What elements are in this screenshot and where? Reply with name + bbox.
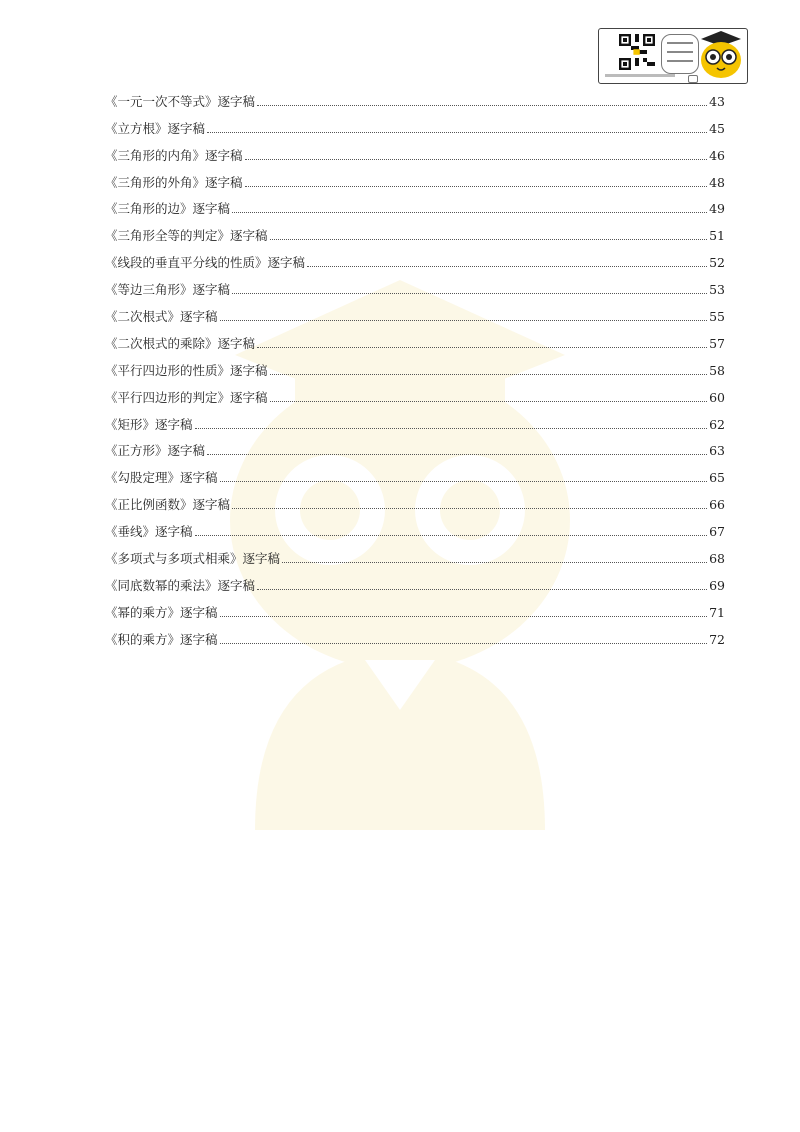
table-of-contents bbox=[105, 83, 725, 648]
toc-entry[interactable] bbox=[105, 137, 725, 164]
toc-entry-page: 53 bbox=[709, 282, 725, 298]
toc-entry-title[interactable]: 《三角形的内角》逐字稿 bbox=[105, 147, 243, 163]
toc-entry-page: 55 bbox=[709, 309, 725, 325]
toc-entry-title[interactable]: 《线段的垂直平分线的性质》逐字稿 bbox=[105, 255, 306, 271]
toc-entry-title[interactable]: 《二次根式的乘除》逐字稿 bbox=[105, 335, 256, 351]
toc-entry[interactable] bbox=[105, 594, 725, 621]
toc-dot-leader bbox=[232, 507, 707, 509]
header-qr-badge bbox=[598, 28, 748, 84]
toc-entry-title[interactable]: 《三角形全等的判定》逐字稿 bbox=[105, 228, 268, 244]
toc-entry-title[interactable]: 《平行四边形的判定》逐字稿 bbox=[105, 389, 268, 405]
toc-entry-page: 63 bbox=[709, 443, 725, 459]
toc-dot-leader bbox=[207, 131, 707, 133]
toc-dot-leader bbox=[220, 615, 708, 617]
qr-caption-line bbox=[605, 74, 675, 77]
toc-dot-leader bbox=[220, 642, 708, 644]
toc-entry-title[interactable]: 《平行四边形的性质》逐字稿 bbox=[105, 362, 268, 378]
toc-dot-leader bbox=[207, 453, 707, 455]
toc-entry-title[interactable]: 《二次根式》逐字稿 bbox=[105, 309, 218, 325]
toc-dot-leader bbox=[245, 185, 708, 187]
toc-entry[interactable] bbox=[105, 406, 725, 433]
toc-entry-page: 45 bbox=[709, 120, 725, 136]
toc-dot-leader bbox=[232, 292, 707, 294]
toc-dot-leader bbox=[270, 400, 708, 402]
toc-entry[interactable] bbox=[105, 164, 725, 191]
toc-dot-leader bbox=[195, 427, 708, 429]
toc-entry-page: 51 bbox=[709, 228, 725, 244]
toc-dot-leader bbox=[270, 238, 708, 240]
speech-bubble-icon bbox=[661, 34, 699, 74]
toc-entry[interactable] bbox=[105, 433, 725, 460]
mascot-icon bbox=[697, 30, 745, 82]
toc-entry[interactable] bbox=[105, 83, 725, 110]
toc-entry-page: 68 bbox=[709, 551, 725, 567]
toc-entry-page: 67 bbox=[709, 524, 725, 540]
toc-entry-title[interactable]: 《同底数幂的乘法》逐字稿 bbox=[105, 577, 256, 593]
toc-entry[interactable] bbox=[105, 217, 725, 244]
toc-entry[interactable] bbox=[105, 244, 725, 271]
toc-dot-leader bbox=[220, 480, 708, 482]
toc-dot-leader bbox=[245, 158, 708, 160]
toc-entry[interactable] bbox=[105, 298, 725, 325]
toc-entry[interactable] bbox=[105, 191, 725, 218]
toc-entry-page: 57 bbox=[709, 335, 725, 351]
toc-entry[interactable] bbox=[105, 621, 725, 648]
toc-entry[interactable] bbox=[105, 379, 725, 406]
toc-entry-title[interactable]: 《立方根》逐字稿 bbox=[105, 120, 206, 136]
toc-dot-leader bbox=[195, 534, 708, 536]
toc-dot-leader bbox=[282, 561, 707, 563]
toc-entry-page: 71 bbox=[709, 604, 725, 620]
toc-entry-title[interactable]: 《三角形的外角》逐字稿 bbox=[105, 174, 243, 190]
toc-entry[interactable] bbox=[105, 486, 725, 513]
toc-entry[interactable] bbox=[105, 459, 725, 486]
toc-entry-title[interactable]: 《三角形的边》逐字稿 bbox=[105, 201, 231, 217]
toc-entry-title[interactable]: 《垂线》逐字稿 bbox=[105, 524, 193, 540]
toc-entry[interactable] bbox=[105, 271, 725, 298]
toc-entry-page: 62 bbox=[709, 416, 725, 432]
toc-entry-title[interactable]: 《正方形》逐字稿 bbox=[105, 443, 206, 459]
toc-entry[interactable] bbox=[105, 352, 725, 379]
toc-entry-page: 49 bbox=[709, 201, 725, 217]
toc-dot-leader bbox=[270, 373, 708, 375]
toc-entry[interactable] bbox=[105, 325, 725, 352]
toc-entry-page: 52 bbox=[709, 255, 725, 271]
toc-entry[interactable] bbox=[105, 110, 725, 137]
toc-entry-title[interactable]: 《勾股定理》逐字稿 bbox=[105, 470, 218, 486]
toc-entry[interactable] bbox=[105, 567, 725, 594]
toc-dot-leader bbox=[220, 319, 708, 321]
toc-dot-leader bbox=[232, 211, 707, 213]
toc-entry-title[interactable]: 《等边三角形》逐字稿 bbox=[105, 282, 231, 298]
toc-entry-page: 66 bbox=[709, 497, 725, 513]
toc-entry-page: 43 bbox=[709, 93, 725, 109]
toc-entry-title[interactable]: 《正比例函数》逐字稿 bbox=[105, 497, 231, 513]
toc-entry-title[interactable]: 《一元一次不等式》逐字稿 bbox=[105, 93, 256, 109]
toc-entry-page: 60 bbox=[709, 389, 725, 405]
toc-entry-page: 72 bbox=[709, 631, 725, 647]
toc-entry-title[interactable]: 《幂的乘方》逐字稿 bbox=[105, 604, 218, 620]
toc-entry-title[interactable]: 《积的乘方》逐字稿 bbox=[105, 631, 218, 647]
toc-dot-leader bbox=[257, 588, 707, 590]
toc-dot-leader bbox=[257, 104, 707, 106]
toc-dot-leader bbox=[257, 346, 707, 348]
toc-dot-leader bbox=[307, 265, 707, 267]
toc-entry[interactable] bbox=[105, 540, 725, 567]
toc-entry-page: 46 bbox=[709, 147, 725, 163]
toc-entry-page: 65 bbox=[709, 470, 725, 486]
toc-entry-page: 48 bbox=[709, 174, 725, 190]
toc-entry-title[interactable]: 《矩形》逐字稿 bbox=[105, 416, 193, 432]
toc-entry-title[interactable]: 《多项式与多项式相乘》逐字稿 bbox=[105, 551, 281, 567]
toc-entry-page: 69 bbox=[709, 577, 725, 593]
toc-entry[interactable] bbox=[105, 513, 725, 540]
toc-entry-page: 58 bbox=[709, 362, 725, 378]
qr-code-icon[interactable] bbox=[619, 34, 655, 70]
